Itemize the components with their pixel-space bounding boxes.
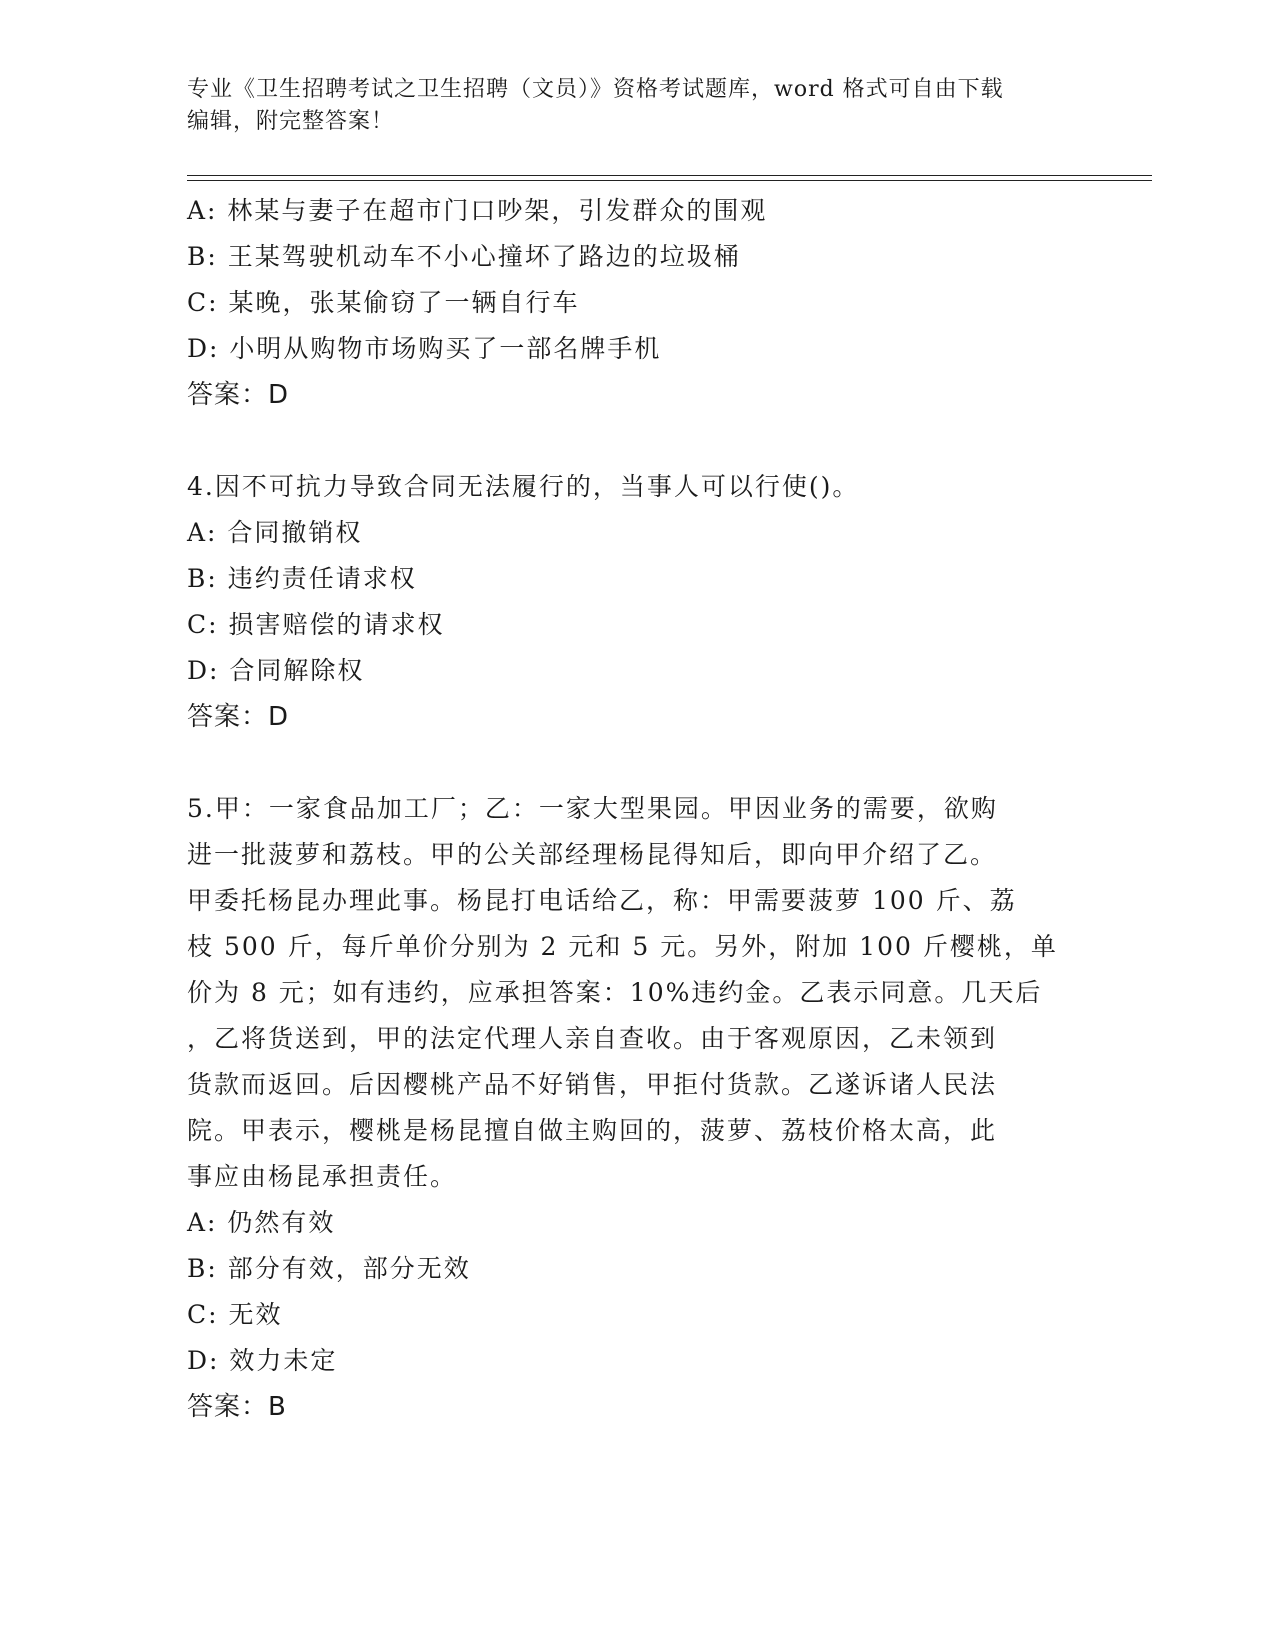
spacer <box>187 418 1067 464</box>
q3-answer: 答案：D <box>187 380 290 410</box>
question-3 <box>187 188 1067 418</box>
header-title-line-2: 编辑，附完整答案！ <box>187 109 395 134</box>
q5-option-a: A: 仍然有效 <box>187 1208 336 1237</box>
q4-stem: 4.因不可抗力导致合同无法履行的，当事人可以行使()。 <box>187 472 860 501</box>
q5-answer: 答案：B <box>187 1392 287 1422</box>
q5-stem-line: 甲委托杨昆办理此事。杨昆打电话给乙，称：甲需要菠萝 100 斤、荔 <box>187 886 1017 915</box>
q4-option-d: D: 合同解除权 <box>187 656 365 685</box>
q4-option-c: C: 损害赔偿的请求权 <box>187 610 445 639</box>
q5-stem-line: 枝 500 斤，每斤单价分别为 2 元和 5 元。另外，附加 100 斤樱桃，单 <box>187 932 1058 961</box>
q5-stem-line: 货款而返回。后因樱桃产品不好销售，甲拒付货款。乙遂诉诸人民法 <box>187 1070 998 1099</box>
header-divider-bottom <box>187 180 1152 181</box>
q5-stem-line: 进一批菠萝和荔枝。甲的公关部经理杨昆得知后，即向甲介绍了乙。 <box>187 840 998 869</box>
document-header <box>187 74 1067 138</box>
spacer <box>187 740 1067 786</box>
q5-option-b: B: 部分有效，部分无效 <box>187 1254 471 1283</box>
q3-option-d: D: 小明从购物市场购买了一部名牌手机 <box>187 334 662 363</box>
q4-answer: 答案：D <box>187 702 290 732</box>
header-title-line-1: 专业《卫生招聘考试之卫生招聘（文员）》资格考试题库，word 格式可自由下载 <box>187 77 1004 102</box>
question-list <box>187 188 1067 1430</box>
header-divider-top <box>187 175 1152 176</box>
q5-option-c: C: 无效 <box>187 1300 283 1329</box>
q3-option-b: B: 王某驾驶机动车不小心撞坏了路边的垃圾桶 <box>187 242 741 271</box>
q4-option-a: A: 合同撤销权 <box>187 518 363 547</box>
q5-stem-line: ，乙将货送到，甲的法定代理人亲自查收。由于客观原因，乙未领到 <box>187 1024 998 1053</box>
question-4 <box>187 464 1067 740</box>
q5-stem-line: 5.甲：一家食品加工厂；乙：一家大型果园。甲因业务的需要，欲购 <box>187 794 998 823</box>
q5-stem-line: 价为 8 元；如有违约，应承担答案：10%违约金。乙表示同意。几天后 <box>187 978 1043 1007</box>
q5-stem-line: 事应由杨昆承担责任。 <box>187 1162 458 1191</box>
q5-stem-line: 院。甲表示，樱桃是杨昆擅自做主购回的，菠萝、荔枝价格太高，此 <box>187 1116 998 1145</box>
q5-option-d: D: 效力未定 <box>187 1346 338 1375</box>
q3-option-c: C: 某晚，张某偷窃了一辆自行车 <box>187 288 580 317</box>
question-5 <box>187 786 1067 1430</box>
q3-option-a: A: 林某与妻子在超市门口吵架，引发群众的围观 <box>187 196 768 225</box>
q4-option-b: B: 违约责任请求权 <box>187 564 417 593</box>
